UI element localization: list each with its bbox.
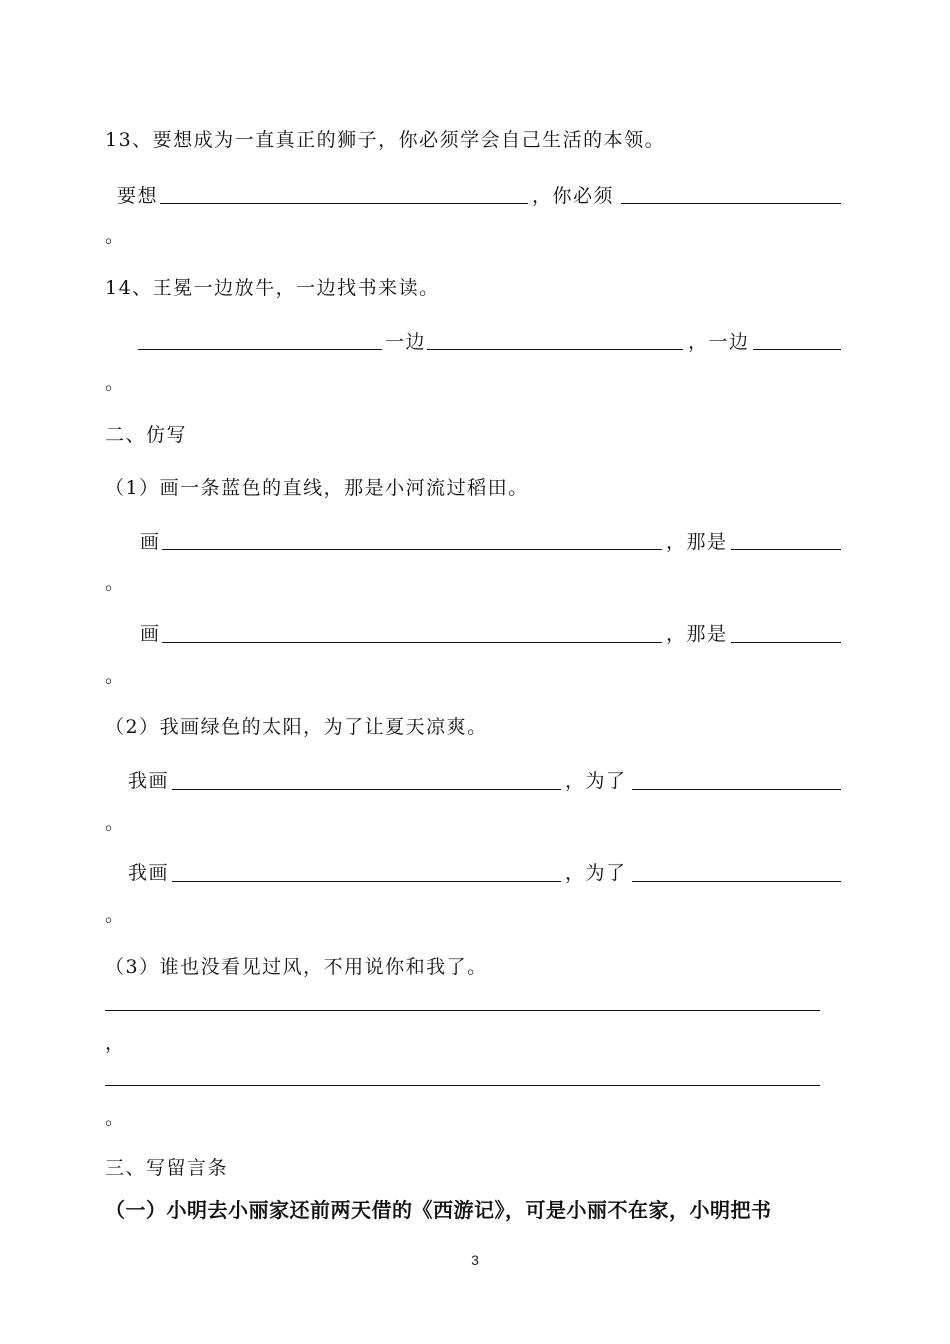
section2-p2-period-b: 。 (105, 904, 125, 926)
q14-period: 。 (105, 372, 125, 394)
section2-p2-blank-a2[interactable] (632, 789, 841, 790)
q13-label-yaoxiang: 要想 (117, 185, 159, 207)
section2-p3-period: 。 (105, 1107, 125, 1129)
section2-p1-sentence: （1）画一条蓝色的直线，那是小河流过稻田。 (105, 477, 529, 499)
q13-period: 。 (105, 225, 125, 247)
q14-label-yibian-1: 一边 (385, 331, 427, 353)
section2-p2-blank-b2[interactable] (632, 881, 841, 882)
section2-p1-blank-a1[interactable] (162, 549, 662, 550)
q13-label-nibixu: ，你必须 (532, 185, 615, 207)
section2-p1-label-nashi-a: ，那是 (666, 531, 728, 553)
section2-p1-period-a: 。 (105, 572, 125, 594)
q13-blank-2[interactable] (621, 203, 841, 204)
section2-p1-blank-b2[interactable] (731, 642, 841, 643)
section3-title: 三、写留言条 (105, 1157, 229, 1179)
section3-prompt: （一）小明去小丽家还前两天借的《西游记》，可是小丽不在家，小明把书 (105, 1198, 772, 1222)
section2-p3-blank-1[interactable] (105, 1010, 820, 1011)
section2-p2-label-wohua-a: 我画 (128, 770, 170, 792)
section2-p3-blank-2[interactable] (105, 1085, 820, 1086)
q13-blank-1[interactable] (160, 203, 528, 204)
section2-p2-label-weile-a: ，为了 (565, 770, 627, 792)
q14-sentence: 14、王冕一边放牛，一边找书来读。 (105, 277, 440, 299)
section2-p2-period-a: 。 (105, 812, 125, 834)
q13-sentence: 13、要想成为一直真正的狮子，你必须学会自己生活的本领。 (105, 129, 666, 151)
page-number: 3 (471, 1252, 479, 1268)
section2-p2-label-weile-b: ，为了 (565, 862, 627, 884)
section2-p2-sentence: （2）我画绿色的太阳，为了让夏天凉爽。 (105, 716, 488, 738)
section2-p2-blank-b1[interactable] (172, 881, 561, 882)
section2-p2-blank-a1[interactable] (172, 789, 561, 790)
section2-title: 二、仿写 (105, 424, 188, 446)
q14-blank-2[interactable] (427, 349, 683, 350)
section2-p1-label-hua-a: 画 (140, 531, 161, 553)
section2-p3-sentence: （3）谁也没看见过风，不用说你和我了。 (105, 956, 488, 978)
section2-p1-label-nashi-b: ，那是 (666, 623, 728, 645)
q14-blank-3[interactable] (753, 349, 841, 350)
q14-label-yibian-2: ，一边 (688, 331, 750, 353)
section2-p2-label-wohua-b: 我画 (128, 862, 170, 884)
section2-p3-comma: ， (105, 1032, 125, 1054)
section2-p1-label-hua-b: 画 (140, 623, 161, 645)
section2-p1-blank-b1[interactable] (162, 642, 662, 643)
section2-p1-period-b: 。 (105, 665, 125, 687)
section2-p1-blank-a2[interactable] (731, 549, 841, 550)
q14-blank-1[interactable] (138, 349, 382, 350)
